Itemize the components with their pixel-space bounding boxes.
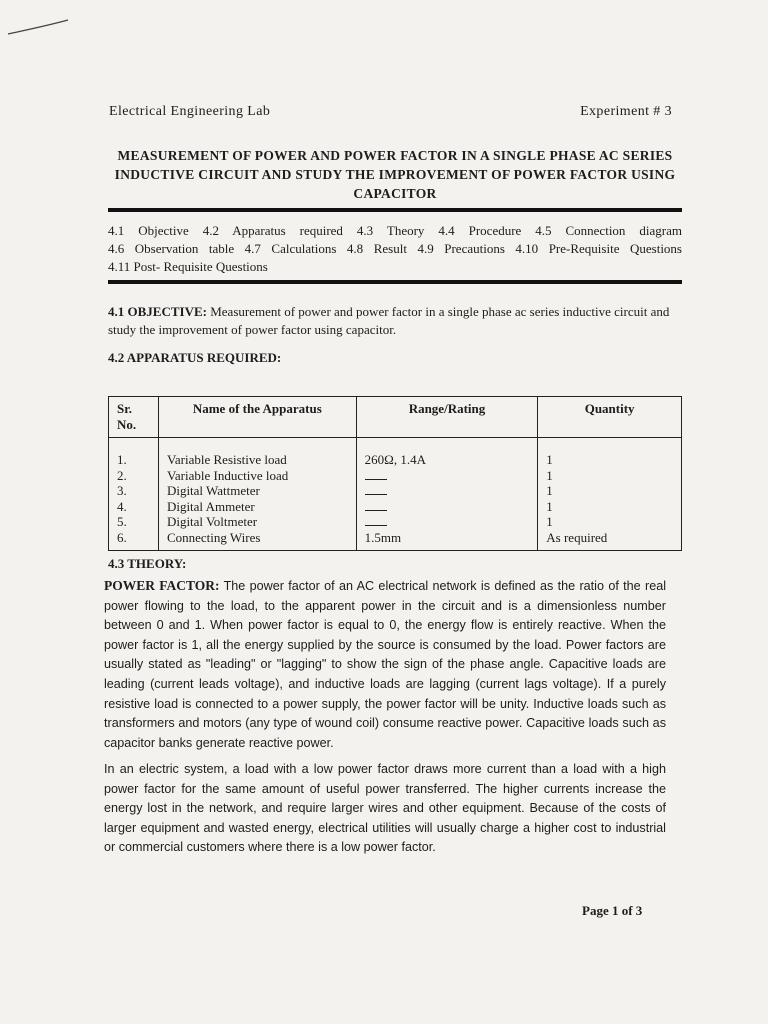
sr-no-cell bbox=[109, 438, 159, 551]
table-body-row bbox=[109, 438, 682, 551]
sr-no-2: 2. bbox=[117, 467, 127, 483]
column-header-quantity: Quantity bbox=[538, 397, 682, 438]
apparatus-name-6: Connecting Wires bbox=[166, 529, 261, 545]
quantity-5: 1 bbox=[546, 514, 553, 530]
range-rating-cell bbox=[356, 438, 538, 551]
column-header-rating: Range/Rating bbox=[356, 397, 538, 438]
rating-blank-dash bbox=[365, 468, 530, 484]
quantity-4: 1 bbox=[546, 498, 553, 514]
power-factor-label: POWER FACTOR: bbox=[104, 578, 220, 593]
rating-blank-dash bbox=[365, 499, 530, 515]
rating-1: 260Ω, 1.4A bbox=[364, 452, 426, 467]
quantity-2: 1 bbox=[546, 467, 553, 483]
theory-heading: 4.3 THEORY: bbox=[108, 556, 187, 571]
contents-line-2: 4.6 Observation table 4.7 Calculations 4.8 Result 4.9 Precautions 4.10 Pre-Requisite Questions bbox=[108, 241, 682, 256]
objective-heading: 4.1 OBJECTIVE: bbox=[108, 304, 207, 319]
apparatus-table bbox=[108, 396, 682, 551]
sr-no-4: 4. bbox=[117, 498, 127, 514]
sr-no-1: 1. bbox=[117, 452, 127, 467]
quantity-cell bbox=[538, 438, 682, 551]
apparatus-heading: 4.2 APPARATUS REQUIRED: bbox=[108, 350, 282, 365]
apparatus-name-2: Variable Inductive load bbox=[166, 467, 289, 483]
apparatus-name-5: Digital Voltmeter bbox=[166, 514, 258, 530]
title-divider bbox=[108, 208, 682, 212]
pen-stroke-mark bbox=[6, 16, 76, 40]
objective-section bbox=[108, 303, 682, 339]
rating-blank-dash bbox=[365, 514, 530, 530]
apparatus-name-3: Digital Wattmeter bbox=[166, 483, 260, 499]
apparatus-name-1: Variable Resistive load bbox=[166, 452, 287, 467]
theory-paragraph-1 bbox=[104, 576, 666, 753]
contents-list bbox=[108, 222, 682, 276]
header-lab-name: Electrical Engineering Lab bbox=[109, 104, 271, 119]
column-header-sr-no: Sr. No. bbox=[109, 397, 159, 438]
sr-no-5: 5. bbox=[117, 514, 127, 530]
contents-divider bbox=[108, 280, 682, 284]
column-header-name: Name of the Apparatus bbox=[158, 397, 356, 438]
table-header-row bbox=[109, 397, 682, 438]
quantity-1: 1 bbox=[546, 452, 553, 467]
rating-6: 1.5mm bbox=[364, 529, 402, 545]
power-factor-text: The power factor of an AC electrical network is defined as the ratio of the real power flowing to the load, to the apparent power in the circuit and is a dimensionless number between 0 and 1. When power factor is equal to 0, the energy flow is entirely reactive. When the power factor is 1, all the energy supplied by the source is consumed by the load. Power factors are usually stated as "leading" or "lagging" to show the sign of the phase angle. Capacitive loads are leading (current leads voltage), and inductive loads are lagging (current lags voltage). If a purely resistive load is connected to a power supply, the power factor will be unity. Inductive loads such as transformers and motors (any type of wound coil) consume reactive power. Capacitive loads such as capacitor banks generate reactive power. bbox=[104, 579, 667, 750]
contents-line-1: 4.1 Objective 4.2 Apparatus required 4.3 Theory 4.4 Procedure 4.5 Connection diagram bbox=[108, 223, 682, 238]
document-title: MEASUREMENT OF POWER AND POWER FACTOR IN A SINGLE PHASE AC SERIES INDUCTIVE CIRCUIT AND STUDY THE IMPROVEMENT OF POWER FACTOR USING CAPACITOR bbox=[114, 148, 676, 201]
sr-no-3: 3. bbox=[117, 483, 127, 499]
page-number: Page 1 of 3 bbox=[582, 903, 643, 918]
objective-text: Measurement of power and power factor in a single phase ac series inductive circuit and study the improvement of power factor using capacitor. bbox=[108, 304, 670, 337]
contents-line-3: 4.11 Post- Requisite Questions bbox=[108, 259, 268, 274]
apparatus-name-cell bbox=[158, 438, 356, 551]
apparatus-name-4: Digital Ammeter bbox=[166, 498, 255, 514]
quantity-6: As required bbox=[546, 529, 608, 545]
theory-paragraph-2: In an electric system, a load with a low power factor draws more current than a load with a high power factor for the same amount of useful power transferred. The higher currents increase the energy lost in the network, and require larger wires and other equipment. Because of the costs of larger equipment and wasted energy, electrical utilities will usually charge a higher cost to industrial or commercial customers where there is a low power factor. bbox=[104, 762, 666, 855]
rating-blank-dash bbox=[365, 483, 530, 499]
sr-no-6: 6. bbox=[117, 529, 127, 545]
header-experiment-number: Experiment # 3 bbox=[580, 104, 672, 119]
quantity-3: 1 bbox=[546, 483, 553, 499]
